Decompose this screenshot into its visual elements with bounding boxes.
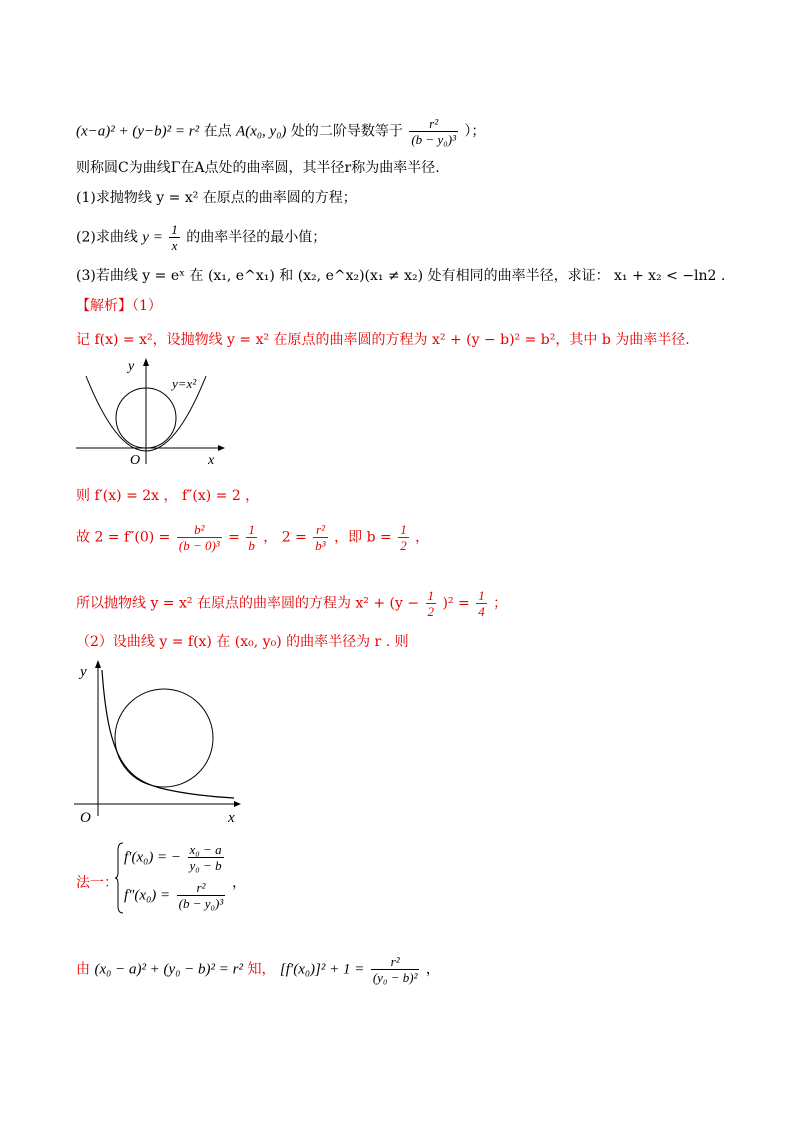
x-axis-label: x bbox=[228, 810, 235, 826]
intro-line bbox=[76, 116, 485, 147]
question-3: (3)若曲线 y = eˣ 在 (x₁, e^x₁) 和 (x₂, e^x₂)(x₁ ≠ x₂) 处有相同的曲率半径，求证： x₁ + x₂ < −ln2 . bbox=[76, 268, 726, 284]
s3-den-3: b³ bbox=[315, 538, 326, 553]
final-fraction bbox=[371, 954, 420, 985]
figure-parabola bbox=[76, 356, 226, 468]
final-den: (y₀ − b)² bbox=[372, 970, 418, 985]
q2-fraction bbox=[169, 222, 180, 253]
y-axis-arrow bbox=[143, 358, 149, 366]
q2-prefix: (2)求曲线 bbox=[76, 229, 138, 246]
s4-fraction-2 bbox=[476, 588, 487, 619]
final-zhi: 知， bbox=[247, 961, 276, 978]
solution-1-line-1: 记 f(x) = x²，设抛物线 y = x² 在原点的曲率圆的方程为 x² + (y − b)² = b²，其中 b 为曲率半径. bbox=[76, 332, 690, 348]
s3-fraction-2 bbox=[246, 522, 257, 553]
figure-hyperbola bbox=[74, 656, 244, 826]
system-row-1 bbox=[124, 842, 226, 873]
fraction-denominator: (b − y₀)³ bbox=[411, 132, 456, 147]
s3-den-4: 2 bbox=[400, 538, 407, 553]
y-axis-arrow bbox=[95, 660, 101, 668]
x-axis-arrow bbox=[234, 801, 241, 807]
s3-fraction-4 bbox=[398, 522, 409, 553]
s3-end: ， bbox=[415, 529, 430, 546]
q2-suffix: 的曲率半径的最小值； bbox=[186, 229, 327, 246]
row1-den: y₀ − b bbox=[189, 858, 222, 873]
q2-denominator: x bbox=[171, 238, 178, 253]
row2-fraction bbox=[177, 880, 226, 911]
solution-2-line-1: （2）设曲线 y = f(x) 在 (x₀, y₀) 的曲率半径为 r . 则 bbox=[76, 634, 409, 650]
s3-den-2: b bbox=[248, 538, 255, 553]
intro-close: ）； bbox=[464, 123, 486, 140]
question-2 bbox=[76, 222, 326, 253]
curvature-circle-2 bbox=[115, 689, 213, 787]
s4-end: ； bbox=[493, 595, 508, 612]
final-equation: (x₀ − a)² + (y₀ − b)² = r² bbox=[94, 961, 243, 978]
method-1-label: 法一： bbox=[76, 875, 118, 891]
s4-num-1: 1 bbox=[427, 588, 435, 603]
final-num: r² bbox=[371, 954, 420, 970]
s4-den-1: 2 bbox=[427, 604, 435, 619]
fraction-numerator: r² bbox=[409, 116, 458, 132]
y-axis-label: y bbox=[80, 664, 87, 680]
origin-label: O bbox=[80, 810, 91, 826]
row1-fraction bbox=[188, 842, 224, 873]
s3-tail: ，即 b = bbox=[334, 529, 392, 546]
solution-header: 【解析】（1） bbox=[76, 298, 162, 314]
final-equation-2: [f′(x₀)]² + 1 = bbox=[279, 961, 365, 978]
system-end: ， bbox=[232, 875, 246, 891]
s3-fraction-1 bbox=[177, 522, 222, 553]
row2-lhs: f″(x₀) = bbox=[124, 887, 171, 904]
definition-line: 则称圆C为曲线Γ在A点处的曲率圆，其半径r称为曲率半径. bbox=[76, 160, 440, 176]
at-point-text: 在点 bbox=[203, 123, 232, 140]
s4-fraction-1 bbox=[426, 588, 437, 619]
solution-1-line-2: 则 f′(x) = 2x ， f″(x) = 2 ， bbox=[76, 488, 260, 504]
row2-den: (b − y₀)³ bbox=[178, 896, 224, 911]
s4-den-2: 4 bbox=[478, 604, 485, 619]
curve-label: y=x² bbox=[172, 376, 197, 391]
row2-num: r² bbox=[177, 880, 226, 896]
s3-fraction-3 bbox=[313, 522, 327, 553]
s3-num-1: b² bbox=[177, 522, 222, 538]
final-end: ， bbox=[425, 961, 440, 978]
s3-num-3: r² bbox=[313, 522, 327, 538]
y-axis-label: y bbox=[128, 359, 135, 374]
s4-mid: )² = bbox=[442, 595, 470, 612]
system-brace bbox=[114, 842, 124, 914]
circle-equation: (x−a)² + (y−b)² = r² bbox=[76, 123, 200, 140]
s3-num-2: 1 bbox=[248, 522, 255, 537]
origin-label: O bbox=[130, 453, 141, 468]
x-axis-arrow bbox=[218, 445, 225, 451]
solution-1-line-3 bbox=[76, 522, 429, 553]
s3-den-1: (b − 0)³ bbox=[178, 538, 220, 553]
system-row-2 bbox=[124, 880, 227, 911]
s3-prefix: 故 2 = f″(0) = bbox=[76, 529, 171, 546]
row1-lhs: f′(x₀) = − bbox=[124, 849, 182, 866]
point-a: A(x₀, y₀) bbox=[236, 123, 287, 140]
s4-prefix: 所以抛物线 y = x² 在原点的曲率圆的方程为 x² + (y − bbox=[76, 595, 420, 612]
s4-num-2: 1 bbox=[478, 588, 485, 603]
s3-mid: ， 2 = bbox=[263, 529, 307, 546]
q2-numerator: 1 bbox=[171, 222, 178, 237]
final-prefix: 由 bbox=[76, 961, 90, 978]
x-axis-label: x bbox=[208, 453, 215, 468]
second-derivative-fraction bbox=[409, 116, 458, 147]
s3-equals: = bbox=[228, 529, 240, 546]
s3-num-4: 1 bbox=[400, 522, 407, 537]
second-derivative-text: 处的二阶导数等于 bbox=[290, 123, 403, 140]
question-1: (1)求抛物线 y = x² 在原点的曲率圆的方程； bbox=[76, 190, 357, 206]
q2-equation: y = bbox=[142, 229, 163, 246]
final-line bbox=[76, 954, 440, 985]
row1-num: x₀ − a bbox=[189, 842, 222, 857]
solution-1-line-4 bbox=[76, 588, 507, 619]
